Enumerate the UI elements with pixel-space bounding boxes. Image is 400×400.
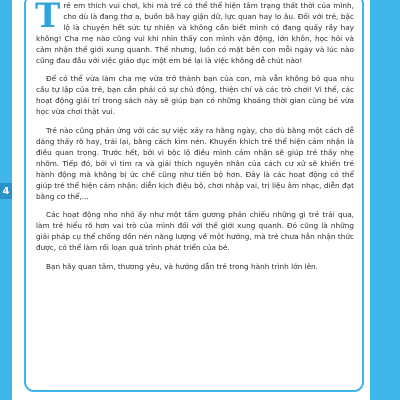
paragraph-5: Bạn hãy quan tâm, thương yêu, và hướng dẫn trẻ trong hành trình lớn lên. [46,262,319,272]
paragraph-3: Trẻ nào cũng phản ứng với các sự việc xảy ra hằng ngày, cho dù bằng một cách dễ dàng thấy rõ hay, trái lại, bằng cách kìm nén. Khuyến khích trẻ thể hiện cảm nhận là điều quan trọng. Trước hết, bởi vì bộc lộ điều mình cảm nhận sẽ giúp trẻ thấy nhẹ nhõm. Tiếp đó, bởi vì tìm ra và giải thích nguyên nhân của cách cư xử sẽ khiến trẻ hành động mà không bị ức chế cũng như tiến bộ hơn. Đây là các hoạt động có thể giúp trẻ thể hiện cảm nhận: diễn kịch điệu bộ, chơi nhập vai, trị liệu âm nhạc, diễn đạt bằng cơ thể,... [36,126,354,201]
page-number: 4 [0,183,12,199]
paragraph-4: Các hoạt động nho nhỏ ấy như một tấm gương phản chiếu những gì trẻ trải qua, làm trẻ hiểu rõ hơn vai trò của mình đối với thế giới xung quanh. Đó cũng là những giải pháp cụ thể chống dồn nén năng lượng về một hướng, mà trẻ chưa hẳn nhận thức được, có thể làm rối loạn quá trình phát triển của bé. [36,210,354,253]
body-text [36,1,354,281]
drop-cap: T [35,0,61,36]
paragraph-text: rẻ em thích vui chơi, khi mà trẻ có thể thể hiện tâm trạng thất thời của mình, cho dù là đang thơ a, buồn bã hay giận dữ, lực quan hay lo âu. Đối với trẻ, bậc lộ là chuyện hết sức tự nhiên và không cần biết mình có đang quấy rầy hay không! Cha mẹ nào cũng vui khi nhìn thấy con mình vận động, lớn khôn, học hỏi và cảm nhận thế giới xung quanh. Thế nhưng, luôn có mặt bên con mỗi ngày và lúc nào cũng đau đầu với việc giáo dục một em bé lại là việc không dễ chút nào! [36,1,354,65]
paragraph-2: Để có thể vừa làm cha mẹ vừa trở thành bạn của con, mà vẫn không bỏ qua nhu cầu tự lập của trẻ, bạn cần phải có sự chủ động, thiện chí và các trò chơi! Vì thế, các hoạt động giải trí trong sách này sẽ giúp bạn có những khoảng thời gian cùng bé vừa học vừa chơi thật vui. [36,74,354,117]
paragraph-1 [36,1,354,66]
right-margin-stripe [370,0,400,400]
left-margin-stripe [0,0,12,400]
